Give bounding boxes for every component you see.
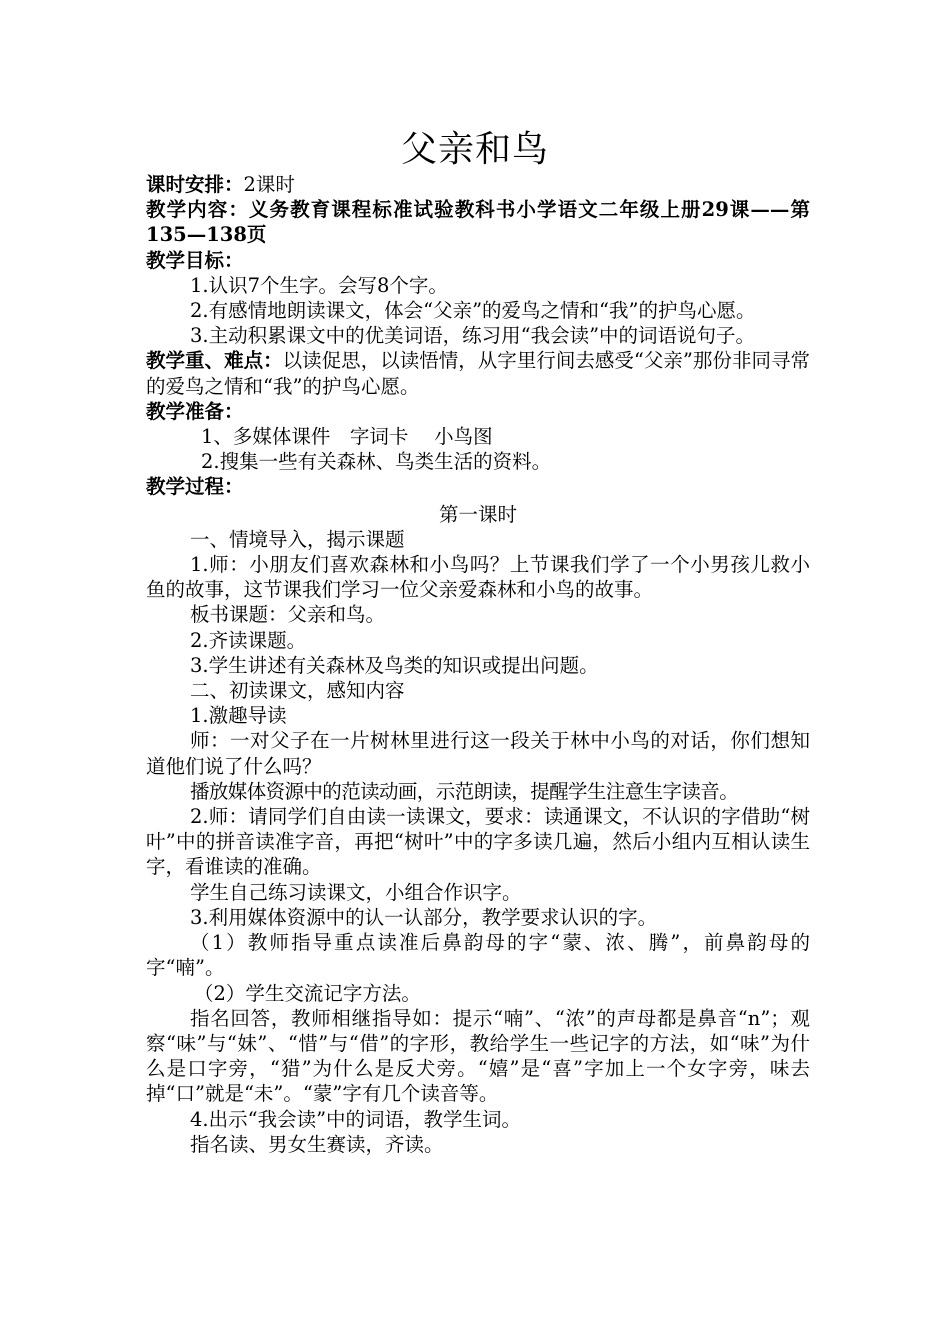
document-body bbox=[146, 172, 810, 1157]
schedule-label: 课时安排： bbox=[146, 173, 244, 196]
section-title: 二、初读课文，感知内容 bbox=[190, 679, 405, 703]
goal-item: 2.有感情地朗读课文，体会“父亲”的爱鸟之情和“我”的护鸟心愿。 bbox=[190, 299, 756, 323]
paragraph: 3.利用媒体资源中的认一认部分，教学要求认识的字。 bbox=[190, 905, 658, 929]
paragraph: 1.师：小朋友们喜欢森林和小鸟吗？上节课我们学了一个小男孩儿救小鱼的故事，这节课我们学习一位父亲爱森林和小鸟的故事。 bbox=[146, 553, 810, 602]
schedule-line bbox=[146, 172, 810, 197]
content-line bbox=[146, 197, 810, 247]
section-title: 一、情境导入，揭示课题 bbox=[190, 527, 405, 551]
paragraph: 2.师：请同学们自由读一读课文，要求：读通课文，不认识的字借助“树叶”中的拼音读准字音，再把“树叶”中的字多读几遍，然后小组内互相认读生字，看谁读的准确。 bbox=[146, 805, 810, 879]
process-label: 教学过程： bbox=[146, 475, 244, 499]
key-points-label: 教学重、难点： bbox=[146, 349, 283, 373]
document-title: 父亲和鸟 bbox=[400, 129, 549, 170]
paragraph: 播放媒体资源中的范读动画，示范朗读，提醒学生注意生字读音。 bbox=[190, 779, 739, 803]
key-points-value: 以读促思，以读悟情，从字里行间去感受“父亲”那份非同寻常的爱鸟之情和“我”的护鸟心愿。 bbox=[146, 349, 810, 398]
paragraph: 1.激趣导读 bbox=[190, 704, 287, 728]
paragraph: 2.齐读课题。 bbox=[190, 628, 307, 652]
goals-label: 教学目标： bbox=[146, 248, 244, 272]
prep-label: 教学准备： bbox=[146, 399, 244, 423]
paragraph: 3.学生讲述有关森林及鸟类的知识或提出问题。 bbox=[190, 653, 599, 677]
lesson-title: 第一课时 bbox=[438, 502, 517, 526]
content-label: 教学内容： bbox=[146, 198, 249, 222]
prep-item: 1、多媒体课件 字词卡 小鸟图 bbox=[201, 425, 493, 449]
paragraph: 师：一对父子在一片树林里进行这一段关于林中小鸟的对话，你们想知道他们说了什么吗？ bbox=[146, 729, 810, 778]
goal-item: 1.认识7个生字。会写8个字。 bbox=[190, 273, 448, 297]
key-points-line bbox=[146, 348, 810, 398]
paragraph: 4.出示“我会读”中的词语，教学生词。 bbox=[190, 1107, 522, 1131]
paragraph: 指名读、男女生赛读，齐读。 bbox=[190, 1132, 444, 1156]
paragraph: 板书课题：父亲和鸟。 bbox=[190, 603, 386, 627]
paragraph: 学生自己练习读课文，小组合作识字。 bbox=[190, 880, 522, 904]
prep-item: 2.搜集一些有关森林、鸟类生活的资料。 bbox=[201, 450, 552, 474]
paragraph: 指名回答，教师相继指导如：提示“喃”、“浓”的声母都是鼻音“n”；观察“味”与“妹”、“惜”与“借”的字形，教给学生一些记字的方法，如“味”为什么是口字旁，“猎”为什么是反犬旁。“嬉”是“喜”字加上一个女字旁，味去掉“口”就是“未”。“蒙”字有几个读音等。 bbox=[146, 1006, 810, 1106]
paragraph: （2）学生交流记字方法。 bbox=[194, 981, 421, 1005]
schedule-value: 2课时 bbox=[243, 173, 295, 196]
content-value: 义务教育课程标准试验教科书小学语文二年级上册29课——第135—138页 bbox=[146, 198, 810, 247]
goal-item: 3.主动积累课文中的优美词语，练习用“我会读”中的词语说句子。 bbox=[190, 324, 756, 348]
paragraph: （1）教师指导重点读准后鼻韵母的字“蒙、浓、腾”，前鼻韵母的字“喃”。 bbox=[146, 931, 810, 980]
